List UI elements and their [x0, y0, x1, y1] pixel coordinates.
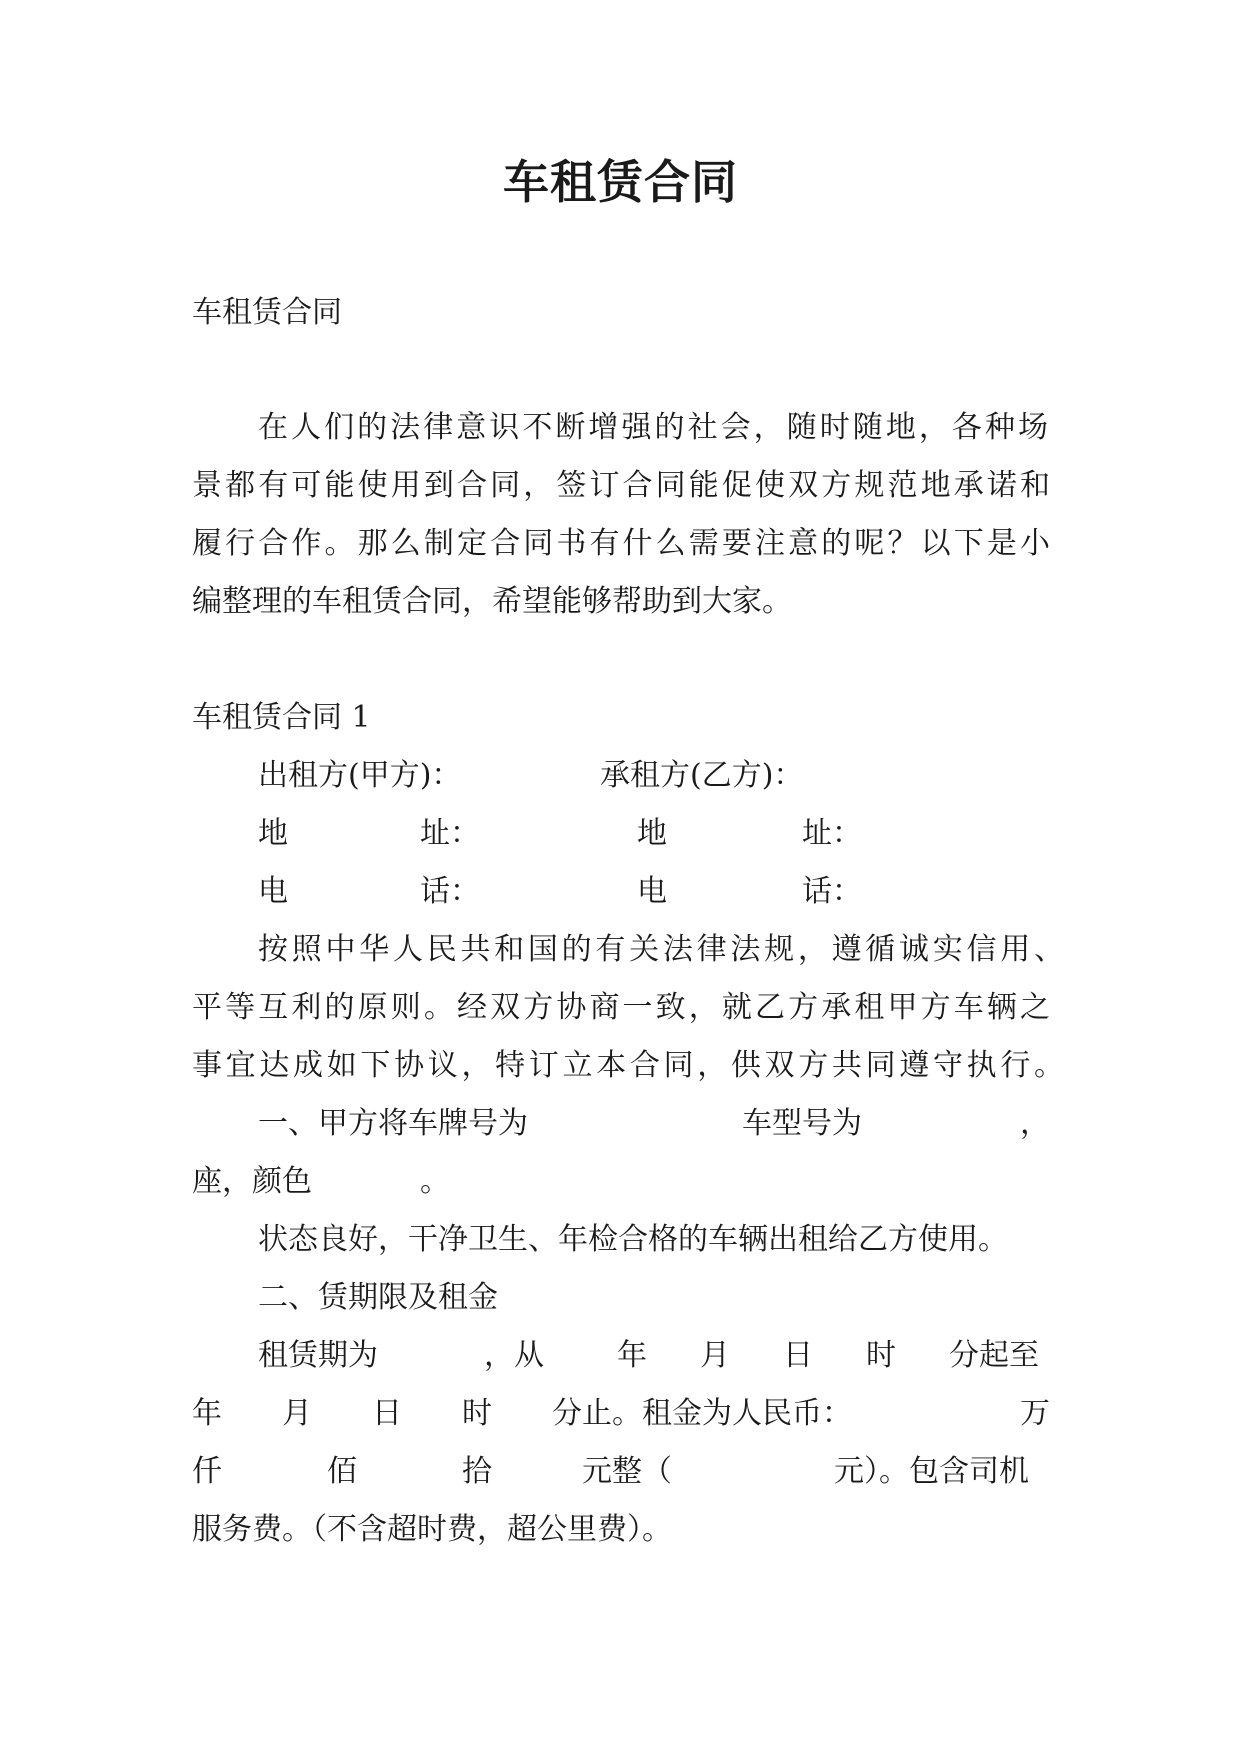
preamble-line-3: 事宜达成如下协议，特订立本合同，供双方共同遵守执行。 [192, 1048, 1064, 1083]
clause2-line-4: 服务费。（不含超时费，超公里费）。 [192, 1512, 672, 1547]
qian-label: 仟 [192, 1454, 222, 1489]
address-row [192, 814, 1050, 854]
from-label: ，从 [484, 1338, 544, 1373]
yuan-zheng-label: 元整（ [582, 1454, 672, 1489]
clause1-plate-label: 一、甲方将车牌号为 [258, 1106, 528, 1141]
address-label-right-a: 地 [637, 816, 667, 851]
end-day-label: 日 [372, 1396, 402, 1431]
phone-label-left-a: 电 [258, 874, 288, 909]
intro-line-1: 在人们的法律意识不断增强的社会，随时随地，各种场 [258, 410, 1048, 445]
end-hour-label: 时 [462, 1396, 492, 1431]
hour-label: 时 [866, 1338, 896, 1373]
bai-label: 佰 [327, 1454, 357, 1489]
clause1-line-2 [192, 1162, 1050, 1202]
preamble-line-1: 按照中华人民共和国的有关法律法规，遵循诚实信用、 [258, 932, 1064, 967]
clause1-period: 。 [420, 1164, 450, 1199]
phone-label-right-b: 话： [802, 874, 862, 909]
clause2-line-2 [192, 1394, 1050, 1434]
parties-row [192, 756, 1050, 796]
clause1-line-1 [192, 1104, 1050, 1144]
end-month-label: 月 [282, 1396, 312, 1431]
address-label-right-b: 址： [802, 816, 862, 851]
rent-label: 分止。租金为人民币： [552, 1396, 852, 1431]
phone-label-left-b: 话： [420, 874, 480, 909]
phone-label-right-a: 电 [637, 874, 667, 909]
clause1-comma: ， [1020, 1106, 1050, 1141]
shi-label: 拾 [462, 1454, 492, 1489]
year-label: 年 [617, 1338, 647, 1373]
wan-label: 万 [1020, 1396, 1050, 1431]
intro-line-4: 编整理的车租赁合同，希望能够帮助到大家。 [192, 584, 792, 619]
clause2-heading: 二、赁期限及租金 [258, 1280, 498, 1315]
preamble-line-2: 平等互利的原则。经双方协商一致，就乙方承租甲方车辆之 [192, 990, 1050, 1025]
lessor-label: 出租方(甲方)： [258, 758, 462, 793]
document-subtitle: 车租赁合同 [192, 295, 342, 330]
clause2-line-1 [192, 1336, 1050, 1376]
clause1-seat-color-label: 座，颜色 [192, 1164, 312, 1199]
clause1-line-3: 状态良好，干净卫生、年检合格的车辆出租给乙方使用。 [258, 1222, 1008, 1257]
month-label: 月 [700, 1338, 730, 1373]
end-year-label: 年 [192, 1396, 222, 1431]
address-label-left-a: 地 [258, 816, 288, 851]
lessee-label: 承租方(乙方)： [600, 758, 804, 793]
intro-line-3: 履行合作。那么制定合同书有什么需要注意的呢？以下是小 [192, 526, 1050, 561]
clause2-line-3 [192, 1452, 1050, 1492]
clause1-model-label: 车型号为 [742, 1106, 862, 1141]
document-title: 车租赁合同 [503, 155, 738, 209]
address-label-left-b: 址： [420, 816, 480, 851]
intro-line-2: 景都有可能使用到合同，签订合同能促使双方规范地承诺和 [192, 468, 1050, 503]
minute-start-label: 分起至 [949, 1338, 1039, 1373]
phone-row [192, 872, 1050, 912]
contract-heading: 车租赁合同 1 [192, 700, 371, 735]
day-label: 日 [783, 1338, 813, 1373]
lease-term-label: 租赁期为 [258, 1338, 378, 1373]
driver-fee-label: 元）。包含司机 [834, 1454, 1029, 1489]
